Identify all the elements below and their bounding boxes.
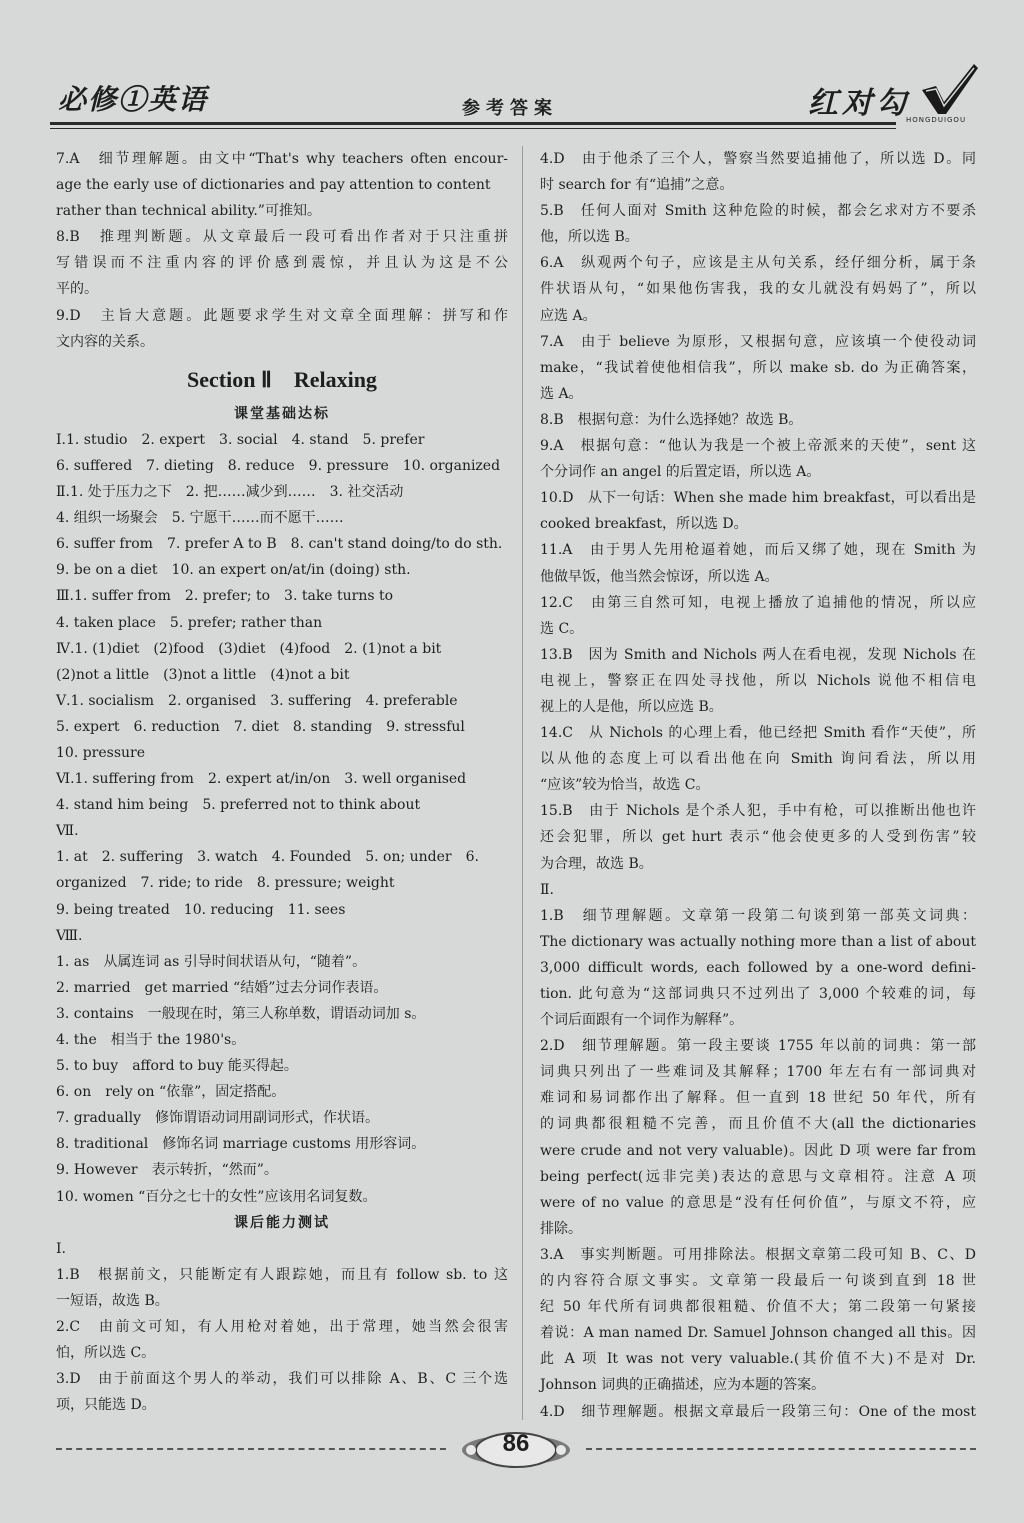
header-rule	[50, 122, 896, 125]
answer-line: 以从他的态度上可以看出他在向 Smith 询问看法，所以用	[540, 751, 976, 768]
answer-line: 10. pressure	[56, 744, 146, 761]
answer-line: Ⅶ.	[56, 823, 79, 840]
answer-line: cooked breakfast，所以选 D。	[540, 516, 748, 533]
answer-line: 7.A 细节理解题。由文中“That's why teachers often encour-	[56, 151, 508, 167]
page-footer	[56, 1424, 976, 1464]
answer-line: 10. women “百分之七十的女性”应该用名词复数。	[56, 1188, 377, 1205]
answer-line: 8.B 根据句意：为什么选择她？故选 B。	[540, 411, 803, 428]
answer-line: 写错误而不注重内容的评价感到震惊，并且认为这是不公	[56, 255, 508, 272]
answer-line: 件状语从句，“如果他伤害我，我的女儿就没有妈妈了”，所以	[540, 281, 976, 298]
footer-dash-left	[56, 1448, 446, 1450]
answer-line: 9. be on a diet 10. an expert on/at/in (doing) sth.	[56, 562, 411, 579]
answer-line: being perfect(远非完美)表达的意思与文章相符。注意 A 项	[540, 1168, 976, 1185]
answer-line: organized 7. ride; to ride 8. pressure; weight	[56, 875, 395, 892]
answer-line: 选 C。	[540, 620, 584, 637]
book-label: 必修①英语	[58, 83, 209, 116]
header-rule-thin	[50, 128, 896, 129]
answer-line: 9.D 主旨大意题。此题要求学生对文章全面理解：拼写和作	[56, 307, 508, 324]
answer-line: Ⅲ.1. suffer from 2. prefer; to 3. take turns to	[56, 588, 394, 605]
check-icon	[918, 60, 980, 118]
answer-line: 3. contains 一般现在时，第三人称单数，谓语动词加 s。	[56, 1005, 426, 1022]
answer-line: 为合理，故选 B。	[540, 855, 653, 872]
answer-line: 文内容的关系。	[56, 333, 154, 350]
answer-line: 纪 50 年代所有词典都很粗糙、价值不大；第二段第一句紧接	[540, 1299, 976, 1316]
answer-line: 5.B 任何人面对 Smith 这种危险的时候，都会乞求对方不要杀	[540, 203, 976, 220]
answer-line: 2. married get married “结婚”过去分词作表语。	[56, 979, 388, 996]
answer-line: 8. traditional 修饰名词 marriage customs 用形容词。	[56, 1136, 426, 1153]
answer-line: Ⅳ.1. (1)diet (2)food (3)diet (4)food 2. (1)not a bit	[56, 640, 442, 657]
answer-line: 难词和易词都作出了解释。但一直到 18 世纪 50 年代，所有	[540, 1090, 976, 1107]
answer-line: Ⅵ.1. suffering from 2. expert at/in/on 3. well organised	[56, 771, 467, 788]
answer-line: 2.C 由前文可知，有人用枪对着她，出于常理，她当然会很害	[56, 1319, 508, 1336]
answer-line: 3.D 由于前面这个男人的举动，我们可以排除 A、B、C 三个选	[56, 1371, 508, 1388]
answer-line: 9.A 根据句意：“他认为我是一个被上帝派来的天使”，sent 这	[540, 438, 976, 455]
answer-line: 怕，所以选 C。	[56, 1345, 156, 1362]
answer-line: 8.B 推理判断题。从文章最后一段可看出作者对于只注重拼	[56, 229, 508, 246]
column-divider	[522, 146, 523, 1420]
brand-subtext: HONGDUIGOU	[906, 116, 967, 124]
answer-line: 1.B 细节理解题。文章第一段第二句谈到第一部英文词典：	[540, 907, 976, 924]
answer-line: 9. However 表示转折，“然而”。	[56, 1162, 278, 1179]
answer-line: 排除。	[540, 1220, 582, 1237]
answer-line: 1. as 从属连词 as 引导时间状语从句，“随着”。	[56, 953, 367, 970]
subsection-title: 课后能力测试	[234, 1214, 330, 1231]
answer-line: 10.D 从下一句话：When she made him breakfast，可以看出是	[540, 490, 976, 507]
answer-line: make，“我试着使他相信我”，所以 make sb. do 为正确答案，	[540, 359, 976, 376]
answer-line: 3,000 difficult words, each followed by a one-word defini-	[540, 959, 976, 976]
answer-line: 1.B 根据前文，只能断定有人跟踪她，而且有 follow sb. to 这	[56, 1266, 508, 1283]
page-number: 86	[502, 1430, 530, 1457]
answer-line: 4.D 细节理解题。根据文章最后一段第三句：One of the most	[540, 1403, 976, 1420]
answer-line: Ⅴ.1. socialism 2. organised 3. suffering 4. preferable	[56, 692, 458, 709]
answer-line: “应该”较为恰当，故选 C。	[540, 777, 710, 794]
page-header	[50, 72, 980, 130]
answer-line: tion. 此句意为“这部词典只不过列出了 3,000 个较难的词，每	[540, 986, 976, 1002]
answer-line: 4. 组织一场聚会 5. 宁愿干……而不愿干……	[56, 510, 344, 527]
answer-line: 的内容符合原文事实。文章第一段最后一句谈到直到 18 世	[540, 1273, 976, 1290]
answer-line: age the early use of dictionaries and pay attention to content	[56, 177, 491, 194]
answer-line: 时 search for 有“追捕”之意。	[540, 177, 734, 194]
answer-line: 7.A 由于 believe 为原形，又根据句意，应该填一个使役动词	[540, 333, 976, 350]
answer-line: 4. the 相当于 the 1980's。	[56, 1032, 246, 1048]
answer-line: 一短语，故选 B。	[56, 1292, 169, 1309]
answer-line: Ⅰ.1. studio 2. expert 3. social 4. stand 5. prefer	[56, 431, 425, 448]
answer-line: 7. gradually 修饰谓语动词用副词形式，作状语。	[56, 1110, 379, 1127]
answer-line: 的词典都很粗糙不完善，而且价值不大(all the dictionaries	[540, 1116, 976, 1133]
answer-line: 选 A。	[540, 385, 583, 402]
subsection-title: 课堂基础达标	[234, 405, 330, 422]
answer-line: 3.A 事实判断题。可用排除法。根据文章第二段可知 B、C、D	[540, 1246, 976, 1263]
answer-line: 还会犯罪，所以 get hurt 表示“他会使更多的人受到伤害”较	[540, 829, 976, 846]
answer-line: 11.A 由于男人先用枪逼着她，而后又绑了她，现在 Smith 为	[540, 542, 976, 559]
answer-line: 6. suffered 7. dieting 8. reduce 9. pressure 10. organized	[56, 457, 501, 474]
footer-dash-right	[586, 1448, 976, 1450]
answer-line: Ⅱ.1. 处于压力之下 2. 把……减少到…… 3. 社交活动	[56, 484, 404, 501]
answer-line: 5. expert 6. reduction 7. diet 8. standing 9. stressful	[56, 718, 465, 735]
answer-line: 6. suffer from 7. prefer A to B 8. can't stand doing/to do sth.	[56, 536, 503, 553]
answer-line: 词典只列出了一些难词及其解释；1700 年左右有一部词典对	[540, 1064, 976, 1081]
answer-line: were crude and not very valuable)。因此 D 项 were far from	[540, 1142, 976, 1159]
answer-line: (2)not a little (3)not a little (4)not a bit	[56, 666, 350, 683]
answer-line: 13.B 因为 Smith and Nichols 两人在看电视，发现 Nichols 在	[540, 646, 976, 663]
section-title: Section Ⅱ Relaxing	[187, 366, 377, 392]
answer-line: 4. stand him being 5. preferred not to think about	[56, 797, 421, 814]
answer-line: 14.C 从 Nichols 的心理上看，他已经把 Smith 看作“天使”，所	[540, 725, 976, 742]
answer-line: were of no value 的意思是“没有任何价值”，与原文不符，应	[540, 1194, 976, 1211]
answer-line: 着说：A man named Dr. Samuel Johnson changed all this。因	[540, 1325, 976, 1342]
answer-line: 2.D 细节理解题。第一段主要谈 1755 年以前的词典：第一部	[540, 1038, 976, 1055]
answer-line: 6.A 纵观两个句子，应该是主从句关系，经仔细分析，属于条	[540, 255, 976, 272]
answer-line: 4.D 由于他杀了三个人，警察当然要追捕他了，所以选 D。同	[540, 151, 976, 167]
left-column	[56, 146, 508, 1418]
answer-line: 15.B 由于 Nichols 是个杀人犯，手中有枪，可以推断出他也许	[540, 803, 976, 820]
answer-line: Ⅱ.	[540, 881, 554, 898]
answer-line: 个词后面跟有一个词作为解释”。	[540, 1012, 744, 1029]
answer-line: 视上的人是他，所以应选 B。	[540, 698, 723, 715]
answer-line: 4. taken place 5. prefer; rather than	[56, 614, 323, 631]
brand-text: 红对勾	[808, 86, 910, 121]
answer-line: 9. being treated 10. reducing 11. sees	[56, 901, 346, 918]
answer-line: 电视上，警察正在四处寻找他，所以 Nichols 说他不相信电	[540, 672, 976, 689]
answer-title: 参考答案	[462, 98, 558, 119]
answer-line: 6. on rely on “依靠”，固定搭配。	[56, 1084, 286, 1101]
answer-line: 12.C 由第三自然可知，电视上播放了追捕他的情况，所以应	[540, 594, 976, 611]
answer-line: 他，所以选 B。	[540, 229, 639, 246]
right-column	[540, 146, 976, 1425]
answer-line: The dictionary was actually nothing more than a list of about	[540, 933, 976, 950]
answer-line: 此 A 项 It was not very valuable.(其价值不大)不是对 Dr.	[540, 1351, 976, 1368]
answer-line: 1. at 2. suffering 3. watch 4. Founded 5. on; under 6.	[56, 849, 479, 866]
answer-line: 个分词作 an angel 的后置定语，所以选 A。	[540, 464, 821, 481]
answer-line: 5. to buy afford to buy 能买得起。	[56, 1058, 298, 1075]
answer-line: Johnson 词典的正确描述，应为本题的答案。	[540, 1377, 826, 1394]
answer-line: 项，只能选 D。	[56, 1397, 156, 1414]
answer-line: 平的。	[56, 281, 98, 298]
answer-line: Ⅰ.	[56, 1240, 66, 1257]
answer-line: Ⅷ.	[56, 927, 83, 944]
answer-line: 他做早饭，他当然会惊讶，所以选 A。	[540, 568, 779, 585]
answer-line: 应选 A。	[540, 307, 597, 324]
answer-line: rather than technical ability.”可推知。	[56, 203, 321, 220]
